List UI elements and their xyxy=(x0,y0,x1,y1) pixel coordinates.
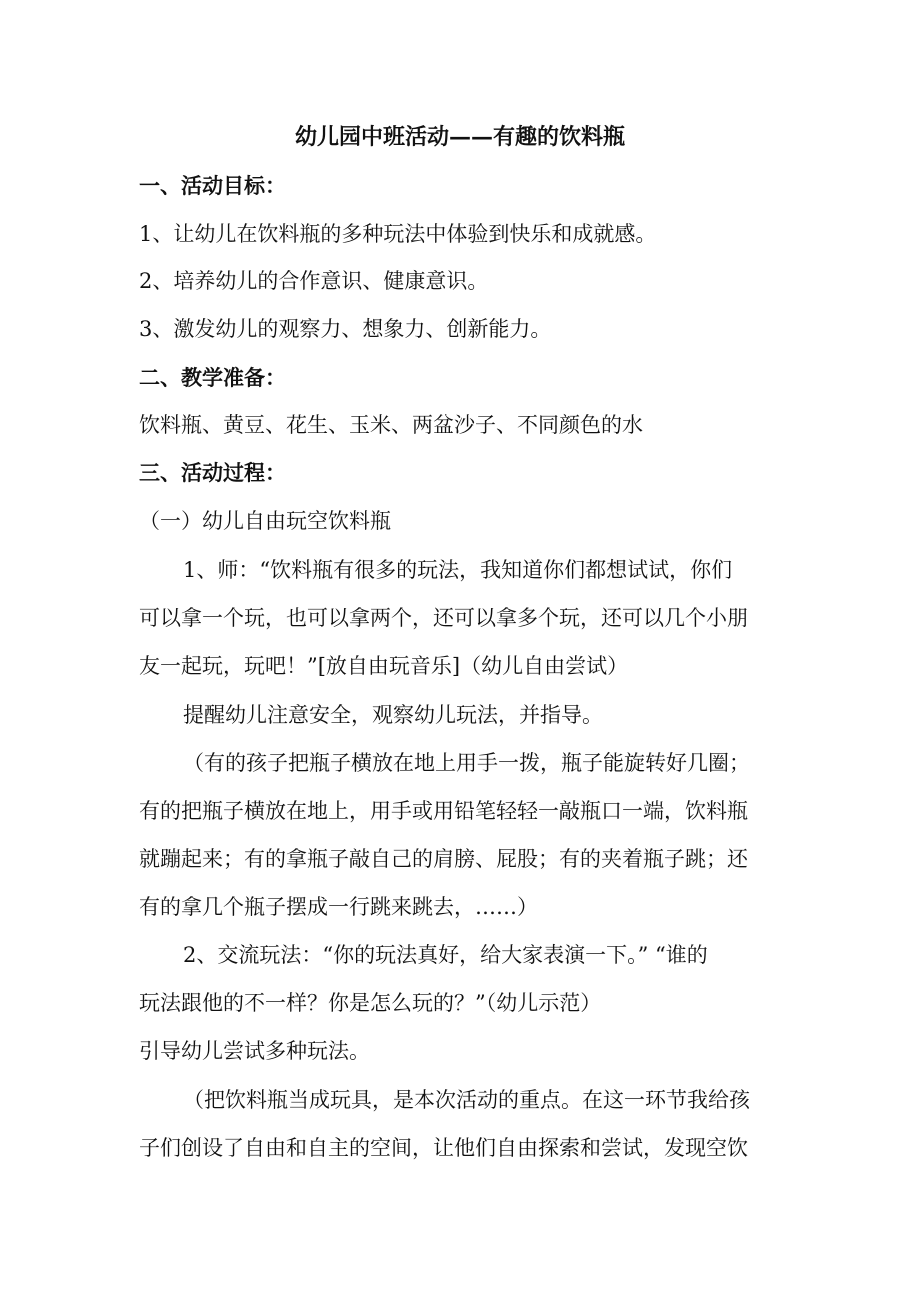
paragraph-line: （把饮料瓶当成玩具，是本次活动的重点。在这一环节我给孩 xyxy=(183,1088,750,1112)
paragraph-line: 有的把瓶子横放在地上，用手或用铅笔轻轻一敲瓶口一端，饮料瓶 xyxy=(139,799,748,823)
paragraph-line: 2、交流玩法：“你的玩法真好，给大家表演一下。” “谁的 xyxy=(183,943,708,967)
preparation-text: 饮料瓶、黄豆、花生、玉米、两盆沙子、不同颜色的水 xyxy=(139,413,643,437)
goal-item-1: 1、让幼儿在饮料瓶的多种玩法中体验到快乐和成就感。 xyxy=(139,222,657,246)
section-heading-preparation: 二、教学准备： xyxy=(139,365,286,390)
paragraph-line: 可以拿一个玩，也可以拿两个，还可以拿多个玩，还可以几个小朋 xyxy=(139,606,748,630)
document-title: 幼儿园中班活动——有趣的饮料瓶 xyxy=(294,124,625,150)
section-heading-goals: 一、活动目标： xyxy=(139,173,286,198)
paragraph-line: 有的拿几个瓶子摆成一行跳来跳去，……） xyxy=(139,895,538,919)
paragraph-line: 引导幼儿尝试多种玩法。 xyxy=(139,1039,370,1063)
paragraph-line: 玩法跟他的不一样？你是怎么玩的？”（幼儿示范） xyxy=(139,991,602,1015)
paragraph-line: 提醒幼儿注意安全，观察幼儿玩法，并指导。 xyxy=(183,703,603,727)
goal-item-2: 2、培养幼儿的合作意识、健康意识。 xyxy=(139,269,489,293)
paragraph-line: 就蹦起来；有的拿瓶子敲自己的肩膀、屁股；有的夹着瓶子跳；还 xyxy=(139,847,748,871)
paragraph-line: 友一起玩，玩吧！”[放自由玩音乐]（幼儿自由尝试） xyxy=(139,654,629,678)
paragraph-line: 1、师：“饮料瓶有很多的玩法，我知道你们都想试试，你们 xyxy=(183,558,733,582)
paragraph-line: 子们创设了自由和自主的空间，让他们自由探索和尝试，发现空饮 xyxy=(139,1136,748,1160)
paragraph-line: （有的孩子把瓶子横放在地上用手一拨，瓶子能旋转好几圈； xyxy=(183,751,750,775)
goal-item-3: 3、激发幼儿的观察力、想象力、创新能力。 xyxy=(139,317,552,341)
section-heading-process: 三、活动过程： xyxy=(139,460,286,485)
subsection-heading-1: （一）幼儿自由玩空饮料瓶 xyxy=(139,509,391,533)
